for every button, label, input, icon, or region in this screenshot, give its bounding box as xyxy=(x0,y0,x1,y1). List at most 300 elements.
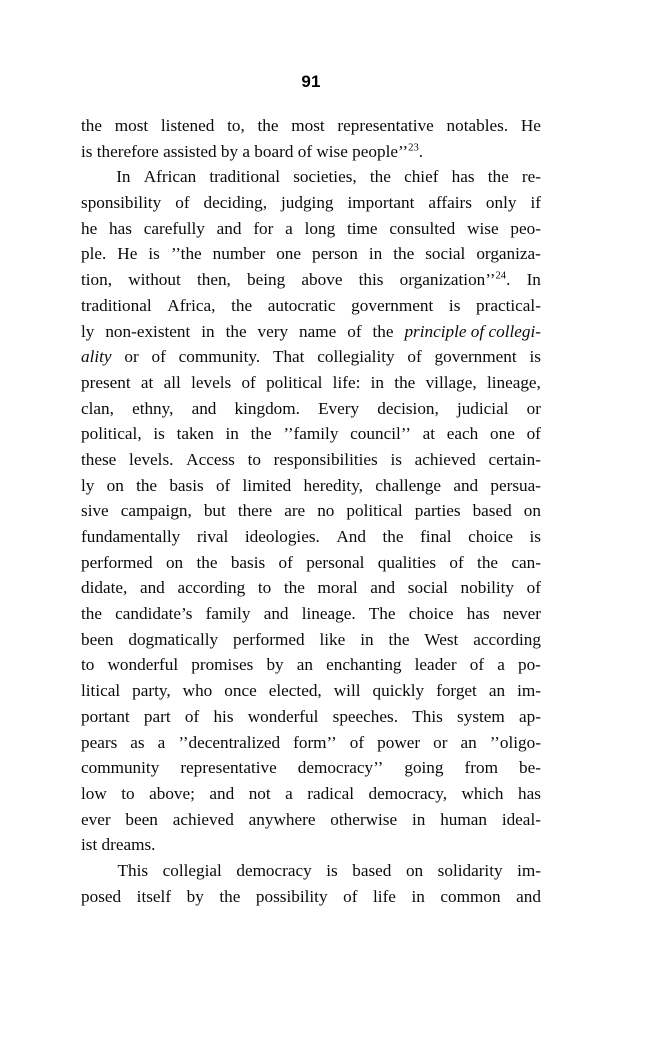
word: in xyxy=(225,424,239,444)
word: and xyxy=(516,886,541,906)
word: lineage. xyxy=(301,604,356,624)
word: political xyxy=(346,501,403,521)
word: taken xyxy=(176,424,214,444)
word: on xyxy=(523,501,541,521)
word: and xyxy=(453,475,479,495)
word: number xyxy=(212,244,266,264)
word: ideal- xyxy=(501,809,541,829)
word: nobility xyxy=(460,578,515,598)
text-line xyxy=(81,113,541,139)
word: enchanting xyxy=(326,655,402,675)
word: on xyxy=(165,552,184,572)
word: be- xyxy=(518,758,541,778)
word: of xyxy=(175,193,190,213)
text-line xyxy=(81,627,541,653)
word: portant xyxy=(81,706,130,726)
word: carefully xyxy=(143,218,205,238)
word: notables. xyxy=(446,116,509,135)
word: to xyxy=(247,449,261,469)
word: and xyxy=(216,218,242,238)
word: above xyxy=(301,270,343,290)
word: an xyxy=(296,655,313,675)
word: an xyxy=(488,681,506,701)
text-line xyxy=(81,524,541,550)
word: democracy’’ xyxy=(297,758,384,778)
word: in xyxy=(368,244,383,264)
word: of xyxy=(469,655,485,675)
word: social xyxy=(425,244,466,264)
word: system xyxy=(457,706,505,726)
word: ’’oligo- xyxy=(489,732,541,752)
word: in xyxy=(411,886,425,906)
word: itself xyxy=(136,886,172,906)
word: a xyxy=(285,783,293,803)
word: in xyxy=(360,629,374,649)
word: life xyxy=(373,886,396,906)
word: leader xyxy=(414,655,457,675)
word: at xyxy=(140,372,154,392)
word: is xyxy=(390,449,402,469)
word: of xyxy=(343,886,358,906)
word: collegial xyxy=(162,860,222,880)
word: one xyxy=(276,244,302,264)
text-line xyxy=(81,396,541,422)
text-line xyxy=(81,164,541,190)
word: the xyxy=(394,372,416,392)
word: ’’decentralized xyxy=(178,732,281,752)
word: That xyxy=(272,347,305,367)
word: can- xyxy=(511,552,541,572)
word: above; xyxy=(149,783,195,803)
text-line xyxy=(81,447,541,473)
word: collegiality xyxy=(317,347,395,367)
word: pears xyxy=(81,732,118,752)
word: will xyxy=(333,681,361,701)
word: low xyxy=(81,783,107,803)
word: po- xyxy=(517,655,541,675)
body-text-block xyxy=(81,113,541,909)
word: achieved xyxy=(172,809,234,829)
word: speeches. xyxy=(332,706,399,726)
word: organiza- xyxy=(476,244,541,264)
text-line xyxy=(81,781,541,807)
word: most xyxy=(114,116,149,135)
word: has xyxy=(466,604,490,624)
word: levels. xyxy=(129,449,174,469)
word: traditional xyxy=(81,295,152,315)
word: has xyxy=(518,783,541,803)
text-line xyxy=(81,241,541,267)
word: community. xyxy=(178,347,261,367)
word: ’’family xyxy=(283,424,339,444)
italic-phrase: ality xyxy=(81,347,112,367)
word: is xyxy=(529,527,541,546)
word: his xyxy=(213,706,234,726)
word: promises xyxy=(191,655,254,675)
word: and xyxy=(263,604,289,624)
word: has xyxy=(109,218,132,238)
word: this xyxy=(358,270,384,290)
word: This xyxy=(412,706,443,726)
word: campaign, xyxy=(120,501,192,521)
word: who xyxy=(182,681,213,701)
word: life: xyxy=(332,372,361,392)
text-line xyxy=(81,216,541,242)
word: decision, xyxy=(377,398,439,418)
word: all xyxy=(163,372,181,392)
word: ly xyxy=(81,321,95,341)
word: the xyxy=(257,116,279,135)
word: an xyxy=(460,732,477,752)
word: choice xyxy=(408,604,454,624)
word: basis xyxy=(169,475,204,495)
word: form’’ xyxy=(293,732,337,752)
word: of xyxy=(526,578,541,598)
word: political, xyxy=(81,424,142,444)
word: at xyxy=(422,424,436,444)
word: social xyxy=(407,578,448,598)
word: limited xyxy=(242,475,292,495)
word: and xyxy=(370,578,396,598)
text-line xyxy=(81,858,541,884)
word: ideologies. xyxy=(244,527,320,546)
word: of xyxy=(449,552,464,572)
word: litical xyxy=(81,681,121,701)
word: ethny, xyxy=(132,398,174,418)
word: He xyxy=(520,116,541,135)
word: person xyxy=(312,244,358,264)
word: the xyxy=(250,424,272,444)
word: solidarity xyxy=(437,860,503,880)
word: a xyxy=(497,655,505,675)
word: choice xyxy=(468,527,513,546)
word: affairs xyxy=(428,193,472,213)
word: representative xyxy=(180,758,277,778)
word: party, xyxy=(132,681,171,701)
word: democracy, xyxy=(368,783,448,803)
word: achieved xyxy=(414,449,476,469)
word: according xyxy=(473,629,541,649)
word: candidate’s xyxy=(115,604,193,624)
word: possibility xyxy=(255,886,328,906)
text-line xyxy=(81,755,541,781)
word: of xyxy=(526,424,541,444)
word: performed xyxy=(233,629,305,649)
word: And xyxy=(336,527,366,546)
word: West xyxy=(424,629,459,649)
word: representative xyxy=(337,116,434,135)
word: sive xyxy=(81,501,109,521)
word: there xyxy=(237,501,273,521)
word: Africa, xyxy=(167,295,216,315)
word: never xyxy=(502,604,541,624)
word: performed xyxy=(81,552,153,572)
word: parties xyxy=(414,501,461,521)
text-line xyxy=(81,575,541,601)
text-line xyxy=(81,344,541,370)
word: of xyxy=(349,732,365,752)
word xyxy=(404,319,541,345)
word: the xyxy=(225,321,247,341)
word: according xyxy=(177,578,246,598)
word: in xyxy=(370,372,385,392)
word: not xyxy=(248,783,271,803)
text-line: ist dreams. xyxy=(81,835,156,855)
word: judging xyxy=(281,193,334,213)
word: the xyxy=(283,578,305,598)
word: practical- xyxy=(476,295,541,315)
word: ly xyxy=(81,475,95,495)
word: no xyxy=(317,501,335,521)
text-line xyxy=(81,601,541,627)
word: personal xyxy=(306,552,365,572)
word: is xyxy=(326,860,338,880)
word: chief xyxy=(404,167,439,187)
word: fundamentally xyxy=(81,527,181,546)
word: he xyxy=(81,218,98,238)
word: societies, xyxy=(293,167,357,187)
word: autocratic xyxy=(267,295,336,315)
word: as xyxy=(130,732,145,752)
word: democracy xyxy=(236,860,312,880)
word: the xyxy=(196,552,218,572)
word: once xyxy=(224,681,257,701)
word: a xyxy=(285,218,293,238)
word: wonderful xyxy=(107,655,179,675)
word: the xyxy=(477,552,499,572)
word: to xyxy=(81,655,95,675)
word: moral xyxy=(317,578,358,598)
word: wonderful xyxy=(247,706,319,726)
word: the xyxy=(369,167,391,187)
word: of xyxy=(241,372,256,392)
word: elected, xyxy=(268,681,322,701)
word: time xyxy=(347,218,378,238)
word: is xyxy=(153,424,165,444)
word: ap- xyxy=(519,706,541,726)
paragraph-indent xyxy=(81,164,103,190)
word: based xyxy=(472,501,512,521)
word: certain- xyxy=(488,449,541,469)
word: the xyxy=(231,295,253,315)
word: most xyxy=(291,116,325,135)
text-line xyxy=(81,370,541,396)
text-line xyxy=(81,730,541,756)
word: the xyxy=(219,886,241,906)
word: listened xyxy=(160,116,215,135)
word: these xyxy=(81,449,117,469)
word: which xyxy=(461,783,504,803)
word: very xyxy=(257,321,289,341)
word: long xyxy=(304,218,336,238)
word: each xyxy=(446,424,479,444)
word: village, xyxy=(425,372,477,392)
word: by xyxy=(186,886,204,906)
text-line xyxy=(81,678,541,704)
word: on xyxy=(405,860,424,880)
word: from xyxy=(464,758,498,778)
word: being xyxy=(247,270,286,290)
word: Every xyxy=(318,398,360,418)
word: or xyxy=(433,732,448,752)
word: council’’ xyxy=(350,424,411,444)
word: persua- xyxy=(490,475,541,495)
word: quickly xyxy=(372,681,425,701)
word: organization’’$^{24}$. xyxy=(399,270,511,290)
word: and xyxy=(139,578,165,598)
word: been xyxy=(81,629,114,649)
word: or xyxy=(526,398,541,418)
word: government xyxy=(434,347,517,367)
footnote-marker: 24 xyxy=(495,270,507,282)
word: but xyxy=(203,501,226,521)
word: of xyxy=(151,347,166,367)
word: didate, xyxy=(81,578,128,598)
text-line xyxy=(81,884,541,910)
word: the xyxy=(372,321,394,341)
paragraph xyxy=(81,164,541,858)
word: in xyxy=(201,321,215,341)
text-line xyxy=(81,807,541,833)
word: common xyxy=(440,886,501,906)
word: one xyxy=(490,424,515,444)
word: human xyxy=(440,809,487,829)
word: like xyxy=(319,629,346,649)
word: the xyxy=(81,604,102,624)
word: consulted xyxy=(389,218,456,238)
word: of xyxy=(278,552,293,572)
word: non-existent xyxy=(105,321,191,341)
word: of xyxy=(407,347,422,367)
word: basis xyxy=(230,552,266,572)
word: been xyxy=(125,809,158,829)
word: part xyxy=(143,706,171,726)
word: ple. xyxy=(81,244,107,264)
word: political xyxy=(266,372,323,392)
word: clan, xyxy=(81,398,114,418)
footnote-marker: 23 xyxy=(408,141,419,153)
italic-phrase: principle of collegi- xyxy=(404,321,541,341)
word: the xyxy=(382,527,404,546)
word: government xyxy=(351,295,434,315)
word: is xyxy=(529,347,541,367)
text-line xyxy=(81,267,541,293)
word: rival xyxy=(196,527,229,546)
text-line xyxy=(81,704,541,730)
word: peo- xyxy=(510,218,541,238)
word: to xyxy=(257,578,272,598)
word: otherwise xyxy=(330,809,398,829)
word: present xyxy=(81,372,131,392)
text-line xyxy=(81,473,541,499)
text-line xyxy=(81,190,541,216)
word xyxy=(81,344,112,370)
word: heredity, xyxy=(303,475,363,495)
word: of xyxy=(184,706,200,726)
word: the xyxy=(81,116,102,135)
word: kingdom. xyxy=(234,398,300,418)
word: the xyxy=(388,629,410,649)
word: qualities xyxy=(377,552,437,572)
word: if xyxy=(530,193,541,213)
word: ever xyxy=(81,809,111,829)
word: sponsibility xyxy=(81,193,162,213)
word: judicial xyxy=(456,398,509,418)
word: radical xyxy=(307,783,354,803)
word: community xyxy=(81,758,160,778)
word: the xyxy=(136,475,158,495)
word: is xyxy=(148,244,160,264)
word: to xyxy=(121,783,135,803)
word: anywhere xyxy=(248,809,316,829)
paragraph xyxy=(81,113,541,164)
word: family xyxy=(205,604,251,624)
word: im- xyxy=(517,860,541,880)
word: in xyxy=(411,809,426,829)
word: to, xyxy=(227,116,245,135)
word: going xyxy=(404,758,444,778)
text-line xyxy=(81,652,541,678)
word: re- xyxy=(521,167,541,187)
word: lineage, xyxy=(486,372,541,392)
word: im- xyxy=(517,681,541,701)
word: is xyxy=(448,295,461,315)
word: This xyxy=(117,860,149,880)
word: Access xyxy=(186,449,235,469)
word: power xyxy=(377,732,421,752)
word: final xyxy=(420,527,452,546)
word: based xyxy=(352,860,392,880)
word: of xyxy=(215,475,231,495)
word: a xyxy=(157,732,166,752)
word: by xyxy=(266,655,284,675)
word: tion, xyxy=(81,270,113,290)
word: forget xyxy=(436,681,477,701)
word: deciding, xyxy=(203,193,268,213)
word: challenge xyxy=(375,475,442,495)
paragraph-indent xyxy=(81,858,103,884)
word: of xyxy=(347,321,362,341)
word: He xyxy=(117,244,138,264)
word: for xyxy=(253,218,274,238)
text-line xyxy=(81,498,541,524)
word: are xyxy=(284,501,306,521)
text-line xyxy=(81,550,541,576)
word: then, xyxy=(196,270,231,290)
word: In xyxy=(116,167,131,187)
word: the xyxy=(487,167,509,187)
word: name xyxy=(299,321,337,341)
text-line: is therefore assisted by a board of wise people’’$^{23}$. xyxy=(81,141,424,161)
word: wise xyxy=(467,218,499,238)
word: African xyxy=(143,167,197,187)
paragraph xyxy=(81,858,541,909)
text-line xyxy=(81,319,541,345)
word: levels xyxy=(191,372,232,392)
word: traditional xyxy=(209,167,281,187)
word: without xyxy=(128,270,181,290)
word: The xyxy=(368,604,396,624)
word: has xyxy=(451,167,475,187)
word: or xyxy=(124,347,139,367)
word: only xyxy=(485,193,517,213)
word: ’’the xyxy=(170,244,202,264)
word: the xyxy=(393,244,415,264)
word: important xyxy=(347,193,415,213)
word: In xyxy=(526,270,541,290)
word: responsibilities xyxy=(273,449,378,469)
text-line xyxy=(81,293,541,319)
